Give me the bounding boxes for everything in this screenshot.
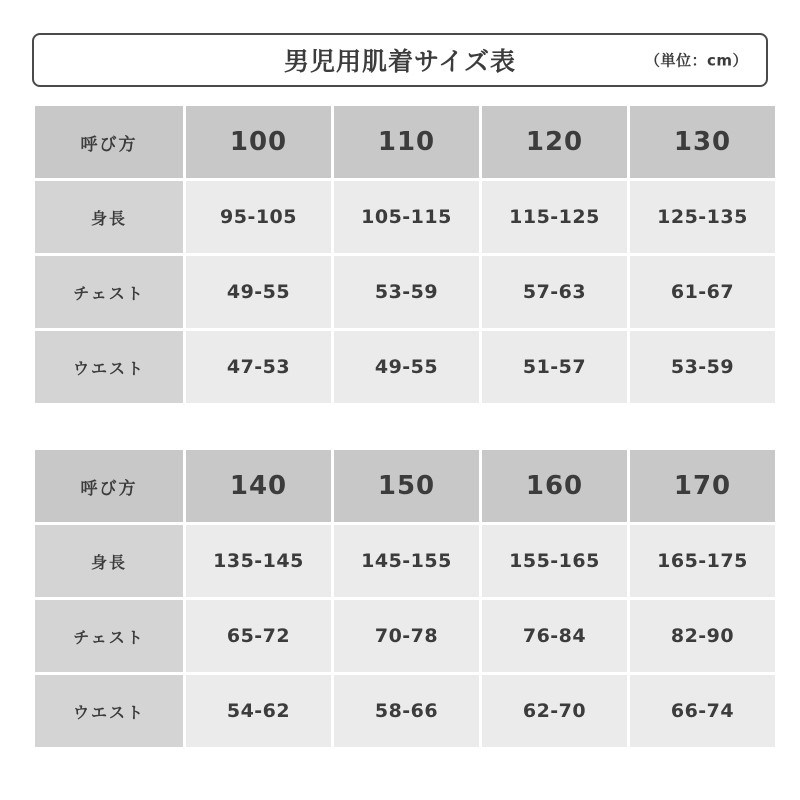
page-title: 男児用肌着サイズ表	[283, 47, 516, 76]
row-label-cell: ウエスト	[35, 331, 183, 403]
row-value-cell: 49-55	[186, 256, 331, 328]
row-value-cell: 53-59	[334, 256, 479, 328]
row-value-cell: 61-67	[630, 256, 775, 328]
header-size-cell: 100	[186, 106, 331, 178]
row-value-cell: 49-55	[334, 331, 479, 403]
table-row	[35, 525, 775, 597]
header-size-cell: 120	[482, 106, 627, 178]
header-label-cell: 呼び方	[35, 106, 183, 178]
row-label-cell: チェスト	[35, 256, 183, 328]
table-row	[35, 675, 775, 747]
row-value-cell: 76-84	[482, 600, 627, 672]
row-label-cell: 身長	[35, 525, 183, 597]
row-value-cell: 65-72	[186, 600, 331, 672]
header-size-cell: 150	[334, 450, 479, 522]
row-value-cell: 145-155	[334, 525, 479, 597]
row-label-cell: 身長	[35, 181, 183, 253]
table-row	[35, 600, 775, 672]
table-header-row	[35, 450, 775, 522]
unit-note: （単位：cm）	[644, 51, 748, 70]
table-row	[35, 256, 775, 328]
header-size-cell: 160	[482, 450, 627, 522]
row-value-cell: 155-165	[482, 525, 627, 597]
header-size-cell: 130	[630, 106, 775, 178]
title-bar	[32, 33, 768, 87]
header-size-cell: 140	[186, 450, 331, 522]
row-value-cell: 53-59	[630, 331, 775, 403]
row-value-cell: 115-125	[482, 181, 627, 253]
row-value-cell: 54-62	[186, 675, 331, 747]
header-size-cell: 170	[630, 450, 775, 522]
row-value-cell: 82-90	[630, 600, 775, 672]
row-value-cell: 105-115	[334, 181, 479, 253]
table-header-row	[35, 106, 775, 178]
row-value-cell: 51-57	[482, 331, 627, 403]
row-label-cell: チェスト	[35, 600, 183, 672]
row-value-cell: 135-145	[186, 525, 331, 597]
row-value-cell: 165-175	[630, 525, 775, 597]
size-table-small	[32, 103, 778, 406]
row-value-cell: 95-105	[186, 181, 331, 253]
row-value-cell: 57-63	[482, 256, 627, 328]
header-size-cell: 110	[334, 106, 479, 178]
table-row	[35, 181, 775, 253]
size-table-large	[32, 447, 778, 750]
row-value-cell: 125-135	[630, 181, 775, 253]
row-value-cell: 66-74	[630, 675, 775, 747]
table-row	[35, 331, 775, 403]
row-value-cell: 58-66	[334, 675, 479, 747]
row-value-cell: 62-70	[482, 675, 627, 747]
header-label-cell: 呼び方	[35, 450, 183, 522]
row-label-cell: ウエスト	[35, 675, 183, 747]
row-value-cell: 47-53	[186, 331, 331, 403]
row-value-cell: 70-78	[334, 600, 479, 672]
